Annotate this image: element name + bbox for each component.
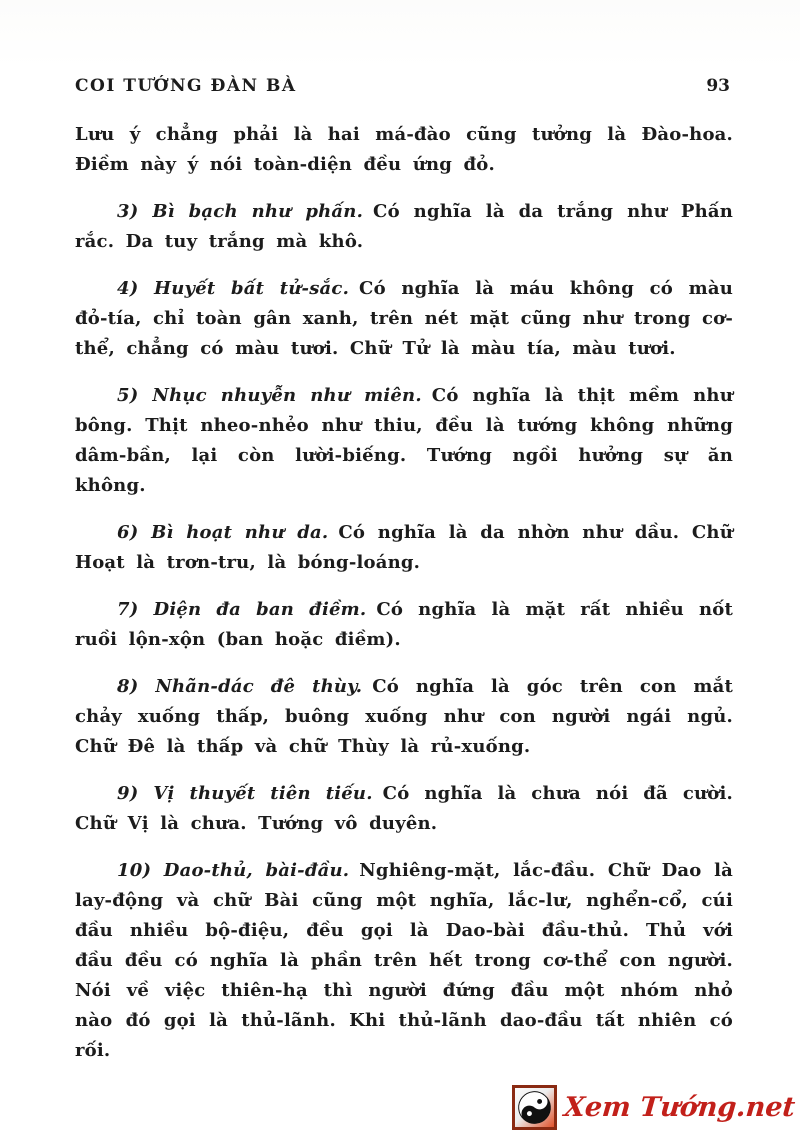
running-title: COI TƯỚNG ĐÀN BÀ [75, 76, 297, 96]
item-text: Nghiêng-mặt, lắc-đầu. Chữ Dao là lay-động và chữ Bài cũng một nghĩa, lắc-lư, nghển-cổ, cúi đầu nhiều bộ-điệu, đều gọi là Dao-bài đầu-thủ. Thủ với đầu đều có nghĩa là phần trên hết trong cơ-thể con người. Nói về việc thiên-hạ thì người đứng đầu một nhóm nhỏ nào đó gọi là thủ-lãnh. Khi thủ-lãnh dao-đầu tất nhiên có rối. [75, 860, 733, 1061]
paragraph-intro [75, 120, 733, 180]
item-lead: 3) Bì bạch như phấn. [117, 201, 364, 222]
watermark [512, 1085, 795, 1130]
item-text: Có nghĩa là thịt mềm như bông. Thịt nheo-nhẻo như thiu, đều là tướng không những dâm-bần, lại còn lười-biếng. Tướng ngồi hưởng sự ăn không. [75, 385, 733, 496]
list-item-9 [75, 779, 733, 839]
page-header [75, 76, 730, 96]
item-lead: 7) Diện đa ban điềm. [117, 599, 367, 620]
item-lead: 5) Nhục nhuyễn như miên. [117, 385, 422, 406]
item-lead: 9) Vị thuyết tiên tiếu. [117, 783, 373, 804]
item-text: Có nghĩa là góc trên con mắt chảy xuống thấp, buông xuống như con người ngái ngủ. Chữ Đê là thấp và chữ Thùy là rủ-xuống. [75, 676, 733, 757]
item-lead: 8) Nhãn-dác đê thùy. [117, 676, 363, 697]
page-number: 93 [706, 76, 730, 96]
list-item-3 [75, 197, 733, 257]
item-text: Có nghĩa là da nhờn như dầu. Chữ Hoạt là trơn-tru, là bóng-loáng. [75, 522, 733, 573]
item-lead: 6) Bì hoạt như da. [117, 522, 329, 543]
item-text: Có nghĩa là mặt rất nhiều nốt ruồi lộn-xộn (ban hoặc điềm). [75, 599, 733, 650]
item-lead: 10) Dao-thủ, bài-đầu. [117, 860, 350, 881]
list-item-8 [75, 672, 733, 762]
list-item-6 [75, 518, 733, 578]
item-text: Có nghĩa là chưa nói đã cười. Chữ Vị là chưa. Tướng vô duyên. [75, 783, 733, 834]
list-item-5 [75, 381, 733, 501]
watermark-site-name: Xem Tướng.net [562, 1092, 797, 1123]
item-lead: 4) Huyết bất tử-sắc. [117, 278, 350, 299]
list-item-4 [75, 274, 733, 364]
item-text: Có nghĩa là máu không có màu đỏ-tía, chỉ toàn gân xanh, trên nét mặt cũng như trong cơ-thể, chẳng có màu tươi. Chữ Tử là màu tía, màu tươi. [75, 278, 733, 359]
yin-yang-icon [512, 1085, 557, 1130]
list-item-7 [75, 595, 733, 655]
body-text [75, 120, 733, 1083]
paragraph-text: Lưu ý chẳng phải là hai má-đào cũng tưởng là Đào-hoa. Điềm này ý nói toàn-diện đều ứng đỏ. [75, 124, 733, 175]
list-item-10 [75, 856, 733, 1066]
item-text: Có nghĩa là da trắng như Phấn rắc. Da tuy trắng mà khô. [75, 201, 734, 252]
